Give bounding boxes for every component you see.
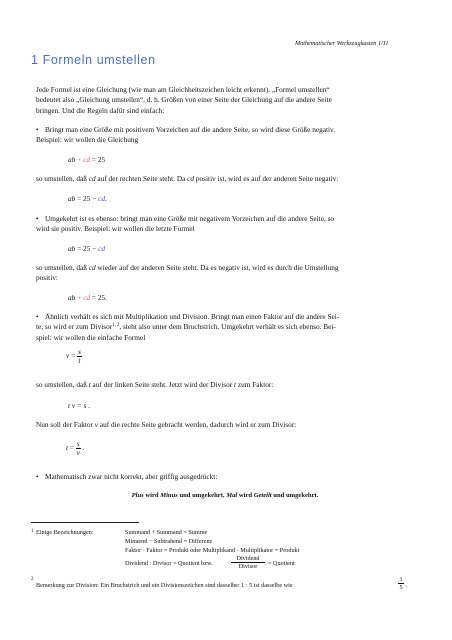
- footnote-separator: [31, 522, 139, 523]
- intro-paragraph: Jede Formel ist eine Gleichung (wie man am Gleichheitszeichen leicht erkennt). „Formel umstellen“ bedeutet also „Gleichung umstellen“, d. h. Größen von einer Seite der Gleichung auf die andere Seite bringen. Und die Regeln dafür sind einfach:: [36, 85, 332, 115]
- bullet-icon: •: [36, 472, 39, 481]
- fraction: $\frac{s}{t}$: [78, 347, 81, 365]
- rule-2: • Umgekehrt ist es ebenso: bringt man eine Größe mit negativem Vorzeichen auf die andere Seite, so wird sie positiv. Beispiel: wir wollen die letzte Formel: [36, 214, 335, 234]
- section-title: 1 Formeln umstellen: [31, 53, 156, 67]
- text-after-eq5: so umstellen, daß t auf der linken Seite steht. Jetzt wird der Divisor t zum Faktor:: [36, 380, 274, 389]
- equation-7: t = $\frac{s}{v}$ .: [66, 439, 85, 457]
- equation-1: ab + cd = 25: [68, 155, 106, 164]
- equation-4: ab + cd = 25.: [68, 293, 107, 302]
- bullet-icon: •: [36, 125, 39, 134]
- equation-3: ab = 25 − cd: [68, 244, 106, 253]
- text-after-eq3: so umstellen, daß cd wieder auf der anderen Seite steht. Da es negativ ist, wird es durch die Umstellung positiv:: [36, 263, 339, 283]
- text-after-eq6: Nun soll der Faktor v auf die rechte Seite gebracht werden, dadurch wird er zum Divisor:: [36, 420, 297, 429]
- bullet-icon: •: [36, 214, 39, 223]
- fraction: $\frac{s}{v}$: [76, 439, 80, 457]
- equation-2: ab = 25 − cd.: [68, 194, 107, 203]
- text-after-eq1: so umstellen, daß cd auf der rechten Seite steht. Da cd positiv ist, wird es auf der anderen Seite negativ:: [36, 174, 339, 183]
- running-head: Mathematischer Werkzeugkasten 1/11: [295, 40, 389, 47]
- motto: Plus wird Minus und umgekehrt, Mal wird Geteilt und umgekehrt.: [131, 492, 319, 499]
- footnote-1: $^1$ Einige Bezeichnungen: Summand + Summand = Summe Minuend − Subtrahend = Differenz Faktor · Faktor = Produkt oder Multiplikand · Multiplikator = Produkt Dividend : Divisor = Quotient bzw. Dividend Divisor = Quotient: [31, 529, 300, 570]
- equation-5: v = $\frac{s}{t}$: [66, 347, 81, 365]
- bullet-icon: •: [36, 312, 39, 321]
- rule-1: • Bringt man eine Größe mit positivem Vorzeichen auf die andere Seite, so wird diese Größe negativ. Beispiel: wir wollen die Gleichung: [36, 125, 336, 145]
- equation-6: t v = s .: [68, 401, 91, 410]
- rule-3: • Ähnlich verhält es sich mit Multiplikation und Division. Bringt man einen Faktor auf die andere Sei- te, so wird er zum Divisor$^{1, 2}$, steht also unter dem Bruchstrich. Umgekehrt verhält es sich ebenso. Bei- spiel: wir wollen die einfache Formel: [36, 312, 340, 342]
- footnote-2: $^2$ Bemerkung zur Division: Ein Bruchstrich und ein Divisionszeichen sind dasselbe: 1 : 5 ist dasselbe wie 1 5 .: [31, 576, 408, 591]
- rule-4: • Mathematisch zwar nicht korrekt, aber griffig ausgedrückt:: [36, 472, 218, 481]
